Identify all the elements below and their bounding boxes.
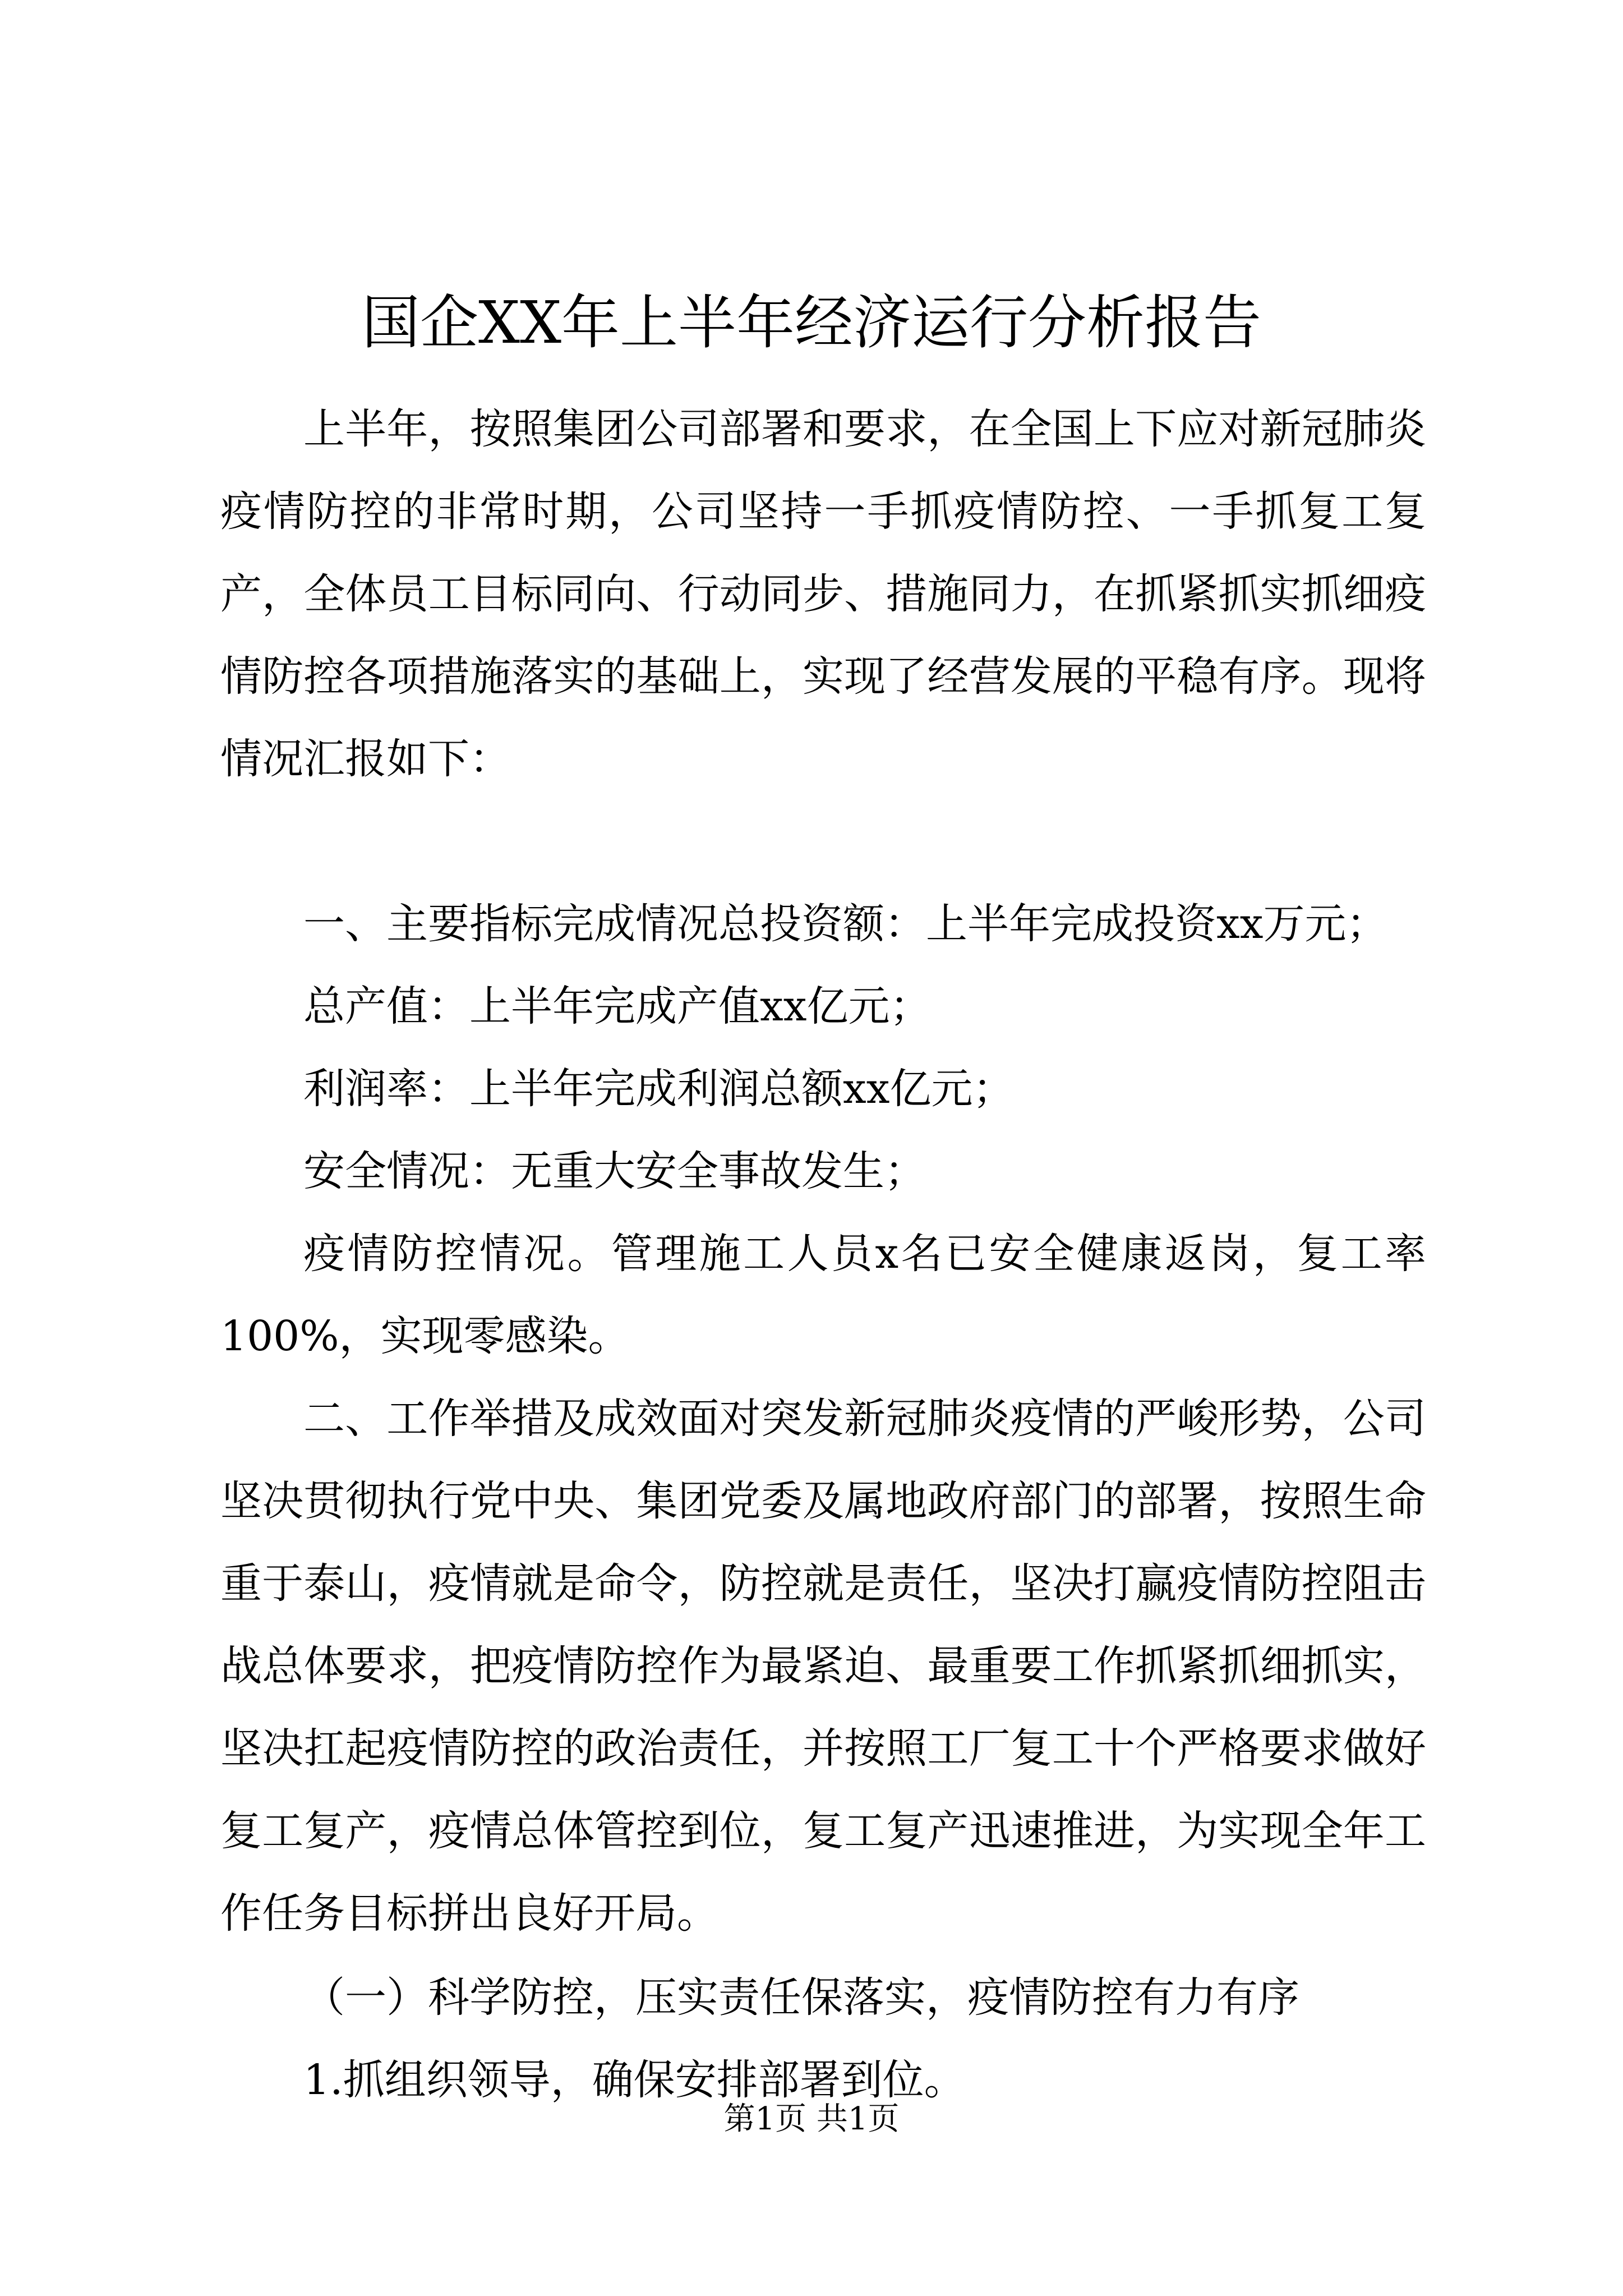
key-indicators-output: 总产值：上半年完成产值xx亿元；	[303, 982, 932, 1030]
key-indicators-profit: 利润率：上半年完成利润总额xx亿元；	[303, 1065, 1015, 1113]
list-item: 1.抓组织领导，确保安排部署到位。	[303, 2056, 966, 2104]
document-body	[220, 388, 1426, 2122]
key-indicators-investment: 一、主要指标完成情况总投资额：上半年完成投资xx万元；	[303, 900, 1388, 948]
document-title: 国企XX年上半年经济运行分析报告	[361, 288, 1262, 357]
safety-status: 安全情况：无重大安全事故发生；	[303, 1147, 926, 1195]
intro-paragraph: 上半年，按照集团公司部署和要求，在全国上下应对新冠肺炎疫情防控的非常时期，公司坚持一手抓疫情防控、一手抓复工复产，全体员工目标同向、行动同步、措施同力，在抓紧抓实抓细疫情防控各项措施落实的基础上，实现了经营发展的平稳有序。现将情况汇报如下：	[220, 405, 1426, 783]
subsection-heading: （一）科学防控，压实责任保落实，疫情防控有力有序	[303, 1973, 1299, 2022]
measures-and-results-paragraph: 二、工作举措及成效面对突发新冠肺炎疫情的严峻形势，公司坚决贯彻执行党中央、集团党委及属地政府部门的部署，按照生命重于泰山，疫情就是命令，防控就是责任，坚决打赢疫情防控阻击战总体要求，把疫情防控作为最紧迫、最重要工作抓紧抓细抓实，坚决扛起疫情防控的政治责任，并按照工厂复工十个严格要求做好复工复产，疫情总体管控到位，复工复产迅速推进，为实现全年工作任务目标拼出良好开局。	[220, 1395, 1426, 1938]
page-footer: 第1页 共1页	[723, 2101, 900, 2137]
epidemic-control-status: 疫情防控情况。管理施工人员x名已安全健康返岗，复工率100%，实现零感染。	[220, 1230, 1426, 1360]
